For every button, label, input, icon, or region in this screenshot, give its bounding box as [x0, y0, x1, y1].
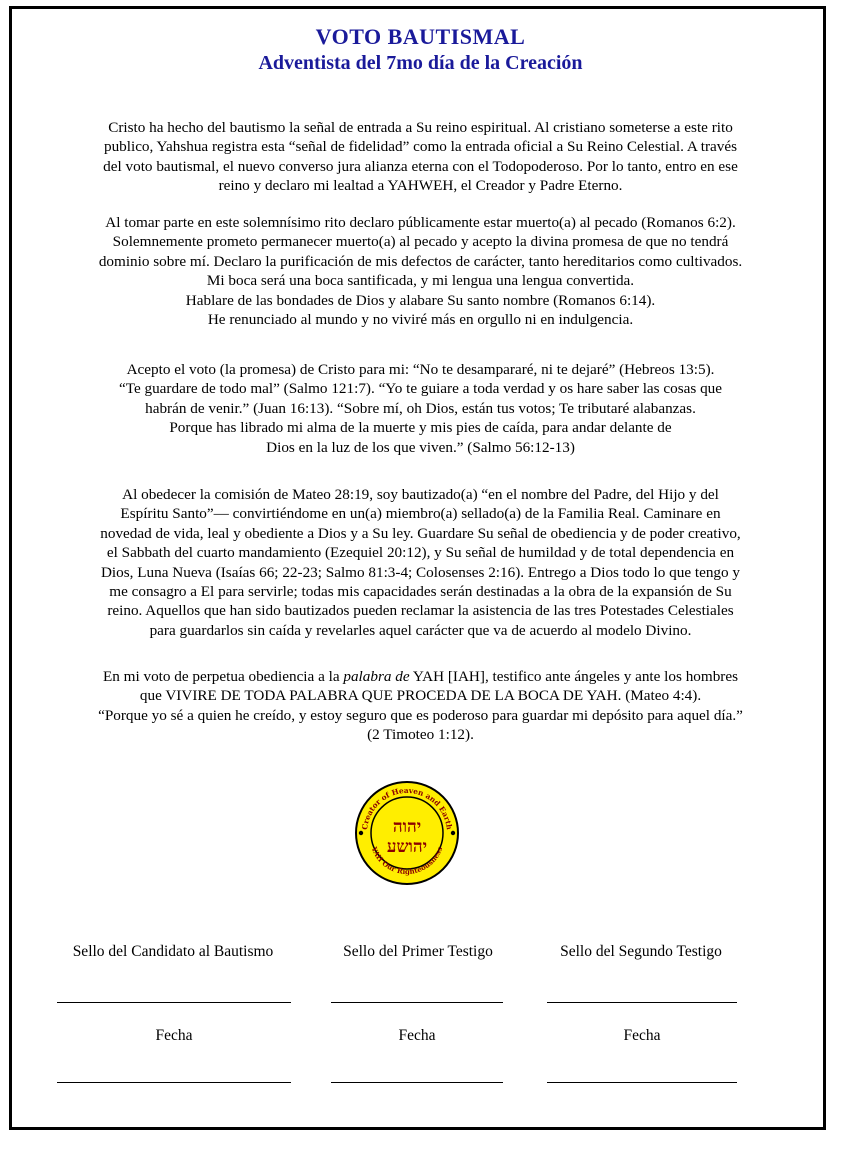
p5-line1-emphasis: palabra de: [343, 668, 410, 685]
p3-line: Porque has librado mi alma de la muerte y mis pies de caída, para andar delante de: [169, 419, 672, 437]
p5-line: que VIVIRE DE TODA PALABRA QUE PROCEDA DE LA BOCA DE YAH. (Mateo 4:4).: [139, 687, 702, 705]
date-line-second-witness[interactable]: [547, 1082, 737, 1083]
signature-label-first-witness: Sello del Primer Testigo: [343, 943, 493, 960]
paragraph-1: [34, 118, 807, 196]
p1-line: Cristo ha hecho del bautismo la señal de entrada a Su reino espiritual. Al cristiano someterse a este rito: [108, 119, 733, 136]
p5-line1-post: YAH [IAH], testifico ante ángeles y ante los hombres: [409, 668, 738, 685]
p2-line: dominio sobre mí. Declaro la purificación de mis defectos de carácter, tanto hereditarios como cultivados.: [98, 252, 743, 270]
paragraph-4: [34, 485, 807, 640]
p3-line: “Te guardare de todo mal” (Salmo 121:7). “Yo te guiare a toda verdad y os hare saber las cosas que: [119, 380, 722, 398]
p4-line: novedad de vida, leal y obediente a Dios y a Su ley. Guardare Su señal de obediencia y de poder creativo,: [100, 524, 741, 542]
date-label-first-witness: Fecha: [398, 1027, 436, 1044]
date-line-candidate[interactable]: [57, 1082, 291, 1083]
document-subtitle: Adventista del 7mo día de la Creación: [258, 52, 583, 74]
signature-line-second-witness[interactable]: [547, 1002, 737, 1003]
document-title: VOTO BAUTISMAL: [315, 24, 526, 49]
seal-top-text: Creator of Heaven and Earth: [360, 785, 454, 831]
p2-line: He renunciado al mundo y no viviré más en orgullo ni en indulgencia.: [207, 311, 634, 329]
p4-line: el Sabbath del cuarto mandamiento (Ezequiel 20:12), y Su señal de humildad y de total dependencia en: [106, 544, 735, 562]
seal-hebrew-line1: יהוה: [392, 817, 422, 837]
p4-line: Al obedecer la comisión de Mateo 28:19, soy bautizado(a) “en el nombre del Padre, del Hijo y del: [122, 486, 719, 503]
p2-line: Hablare de las bondades de Dios y alabare Su santo nombre (Romanos 6:14).: [185, 291, 656, 309]
p4-line: me consagro a El para servirle; todas mis capacidades serán destinadas a la obra de la expansión de Su: [109, 583, 732, 601]
p3-line: Acepto el voto (la promesa) de Cristo para mi: “No te desampararé, ni te dejaré” (Hebreos 13:5).: [126, 361, 715, 378]
seal-dot-left: [359, 831, 363, 835]
p4-line: Espíritu Santo”— convirtiéndome en un(a) miembro(a) sellado(a) de la Familia Real. Caminare en: [120, 505, 721, 523]
p5-line1-pre: En mi voto de perpetua obediencia a la: [102, 668, 344, 685]
p2-line: Al tomar parte en este solemnísimo rito declaro públicamente estar muerto(a) al pecado (Romanos 6:2).: [105, 214, 736, 231]
signature-label-second-witness: Sello del Segundo Testigo: [560, 943, 722, 960]
p5-line: “Porque yo sé a quien he creído, y estoy seguro que es poderoso para guardar mi depósito para aquel día.”: [98, 706, 743, 724]
signature-label-candidate: Sello del Candidato al Bautismo: [72, 943, 274, 960]
p2-line: Solemnemente prometo permanecer muerto(a) al pecado y acepto la divina promesa de que no tendrá: [112, 233, 729, 251]
seal-hebrew-line2: יהושע: [386, 837, 428, 857]
p3-line: Dios en la luz de los que viven.” (Salmo 56:12-13): [266, 438, 575, 456]
seal-dot-right: [451, 831, 455, 835]
p3-line: habrán de venir.” (Juan 16:13). “Sobre mí, oh Dios, están tus votos; Te tributaré alabanzas.: [145, 399, 696, 417]
p1-line: reino y declaro mi lealtad a YAHWEH, el Creador y Padre Eterno.: [218, 177, 623, 195]
date-label-second-witness: Fecha: [623, 1027, 661, 1044]
signature-line-first-witness[interactable]: [331, 1002, 503, 1003]
p1-line: del voto bautismal, el nuevo converso jura alianza eterna con el Todopoderoso. Por lo tanto, entro en ese: [103, 157, 738, 175]
paragraph-2: [34, 213, 807, 329]
seal-bottom-text: YAH Our Righteousness: [369, 845, 445, 877]
paragraph-3: [34, 360, 807, 457]
p4-line: reino. Aquellos que han sido bautizados pueden reclamar la asistencia de las tres Potestades Celestiales: [107, 602, 734, 620]
p5-line: (2 Timoteo 1:12).: [367, 726, 474, 744]
p1-line: publico, Yahshua registra esta “señal de fidelidad” como la entrada oficial a Su Reino Celestial. A través: [103, 138, 738, 156]
paragraph-5: [34, 667, 807, 745]
seal-emblem: [354, 780, 460, 886]
p4-line: Dios, Luna Nueva (Isaías 66; 22-23; Salmo 81:3-4; Colosenses 2:16). Entrego a Dios todo lo que tengo y: [100, 563, 741, 581]
p4-line: para guardarlos sin caída y revelarles aquel carácter que va de acuerdo al modelo Divino.: [149, 621, 692, 639]
p2-line: Mi boca será una boca santificada, y mi lengua una lengua convertida.: [206, 272, 635, 290]
date-label-candidate: Fecha: [155, 1027, 193, 1044]
date-line-first-witness[interactable]: [331, 1082, 503, 1083]
signature-line-candidate[interactable]: [57, 1002, 291, 1003]
